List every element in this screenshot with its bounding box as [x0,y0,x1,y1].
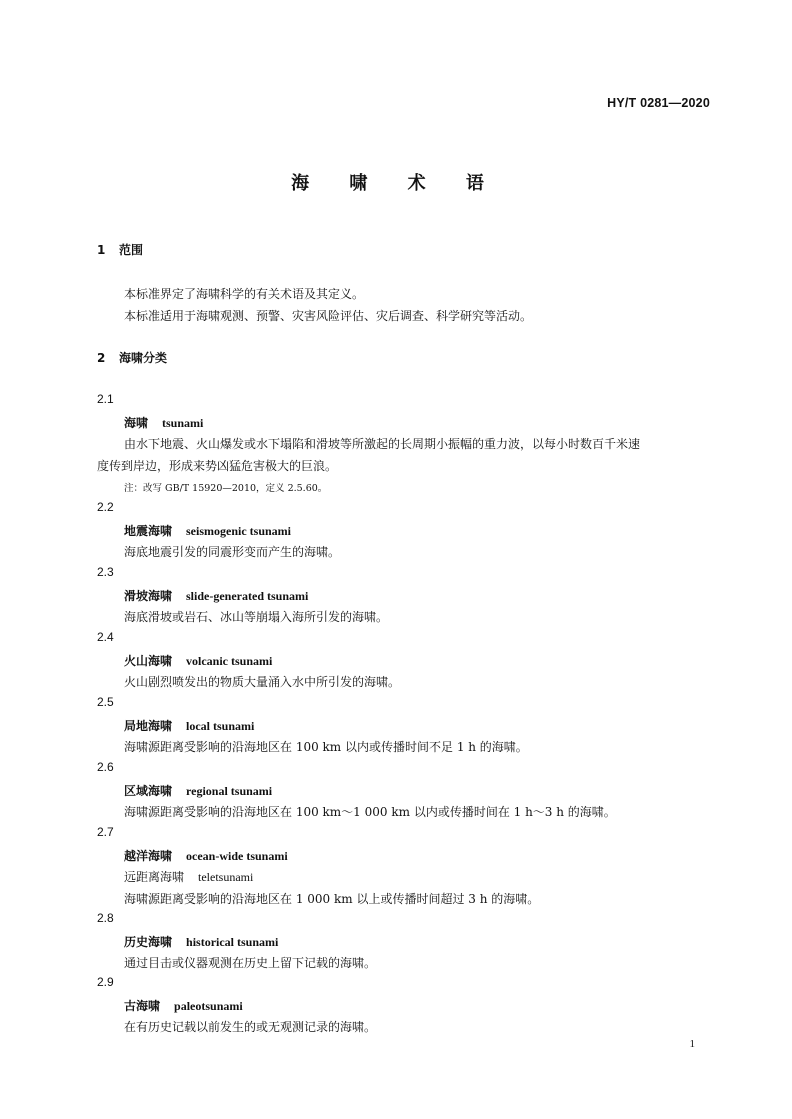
term-en: seismogenic tsunami [186,524,292,538]
page-title: 海 啸 术 语 [291,173,501,194]
entry-number: 2.7 [97,825,114,839]
entry-term [124,522,291,539]
entry-number: 2.6 [97,760,114,774]
term-zh: 地震海啸 [124,524,173,538]
term-zh: 海啸 [124,416,149,430]
entry-number: 2.1 [97,392,114,406]
term-en: regional tsunami [186,784,273,798]
entry-definition: 在有历史记载以前发生的或无观测记录的海啸。 [124,1020,377,1034]
term-zh: 火山海啸 [124,654,173,668]
term-en: historical tsunami [186,935,279,949]
entry-definition: 通过目击或仪器观测在历史上留下记载的海啸。 [124,956,377,970]
section-number: 1 [97,243,106,257]
entry-definition-continued: 度传到岸边，形成来势凶猛危害极大的巨浪。 [97,459,338,473]
scope-paragraph-1: 本标准界定了海啸科学的有关术语及其定义。 [124,287,365,301]
term-en: tsunami [162,416,204,430]
term-en: slide-generated tsunami [186,589,309,603]
entry-definition: 海啸源距离受影响的沿海地区在 100 km～1 000 km 以内或传播时间在 1 h～3 h 的海啸。 [124,805,616,819]
entry-number: 2.4 [97,630,114,644]
term-zh: 区域海啸 [124,784,173,798]
entry-synonym [124,868,253,885]
document-code: HY/T 0281—2020 [607,96,710,110]
term-zh: 古海啸 [124,999,161,1013]
entry-term [124,717,254,734]
entry-definition: 海底地震引发的同震形变而产生的海啸。 [124,545,341,559]
term-en: volcanic tsunami [186,654,273,668]
entry-term [124,652,272,669]
scope-paragraph-2: 本标准适用于海啸观测、预警、灾害风险评估、灾后调查、科学研究等活动。 [124,309,533,323]
section-title: 海啸分类 [119,351,168,365]
entry-definition: 由水下地震、火山爆发或水下塌陷和滑坡等所激起的长周期小振幅的重力波，以每小时数百千米速 [124,437,641,451]
entry-note: 注：改写 GB/T 15920—2010，定义 2.5.60。 [124,483,328,494]
entry-definition: 海底滑坡或岩石、冰山等崩塌入海所引发的海啸。 [124,610,389,624]
entry-number: 2.3 [97,565,114,579]
entry-term [124,414,203,431]
entry-term [124,782,272,799]
section-heading-scope [97,241,143,258]
section-title: 范围 [119,243,144,257]
entry-term [124,847,288,864]
entry-definition: 海啸源距离受影响的沿海地区在 1 000 km 以上或传播时间超过 3 h 的海啸。 [124,892,540,906]
term-zh: 滑坡海啸 [124,589,173,603]
entry-term [124,933,278,950]
entry-number: 2.2 [97,500,114,514]
term-en: local tsunami [186,719,255,733]
section-number: 2 [97,351,106,365]
entry-definition: 火山剧烈喷发出的物质大量涌入水中所引发的海啸。 [124,675,401,689]
term-en: paleotsunami [174,999,243,1013]
entry-number: 2.5 [97,695,114,709]
synonym-en: teletsunami [198,870,254,884]
section-heading-classification [97,349,167,366]
entry-definition: 海啸源距离受影响的沿海地区在 100 km 以内或传播时间不足 1 h 的海啸。 [124,740,528,754]
entry-number: 2.9 [97,975,114,989]
page-number: 1 [689,1038,695,1050]
term-zh: 历史海啸 [124,935,173,949]
term-zh: 越洋海啸 [124,849,173,863]
term-zh: 局地海啸 [124,719,173,733]
entry-term [124,997,243,1014]
entry-term [124,587,308,604]
term-en: ocean-wide tsunami [186,849,288,863]
entry-number: 2.8 [97,911,114,925]
synonym-zh: 远距离海啸 [124,870,185,884]
